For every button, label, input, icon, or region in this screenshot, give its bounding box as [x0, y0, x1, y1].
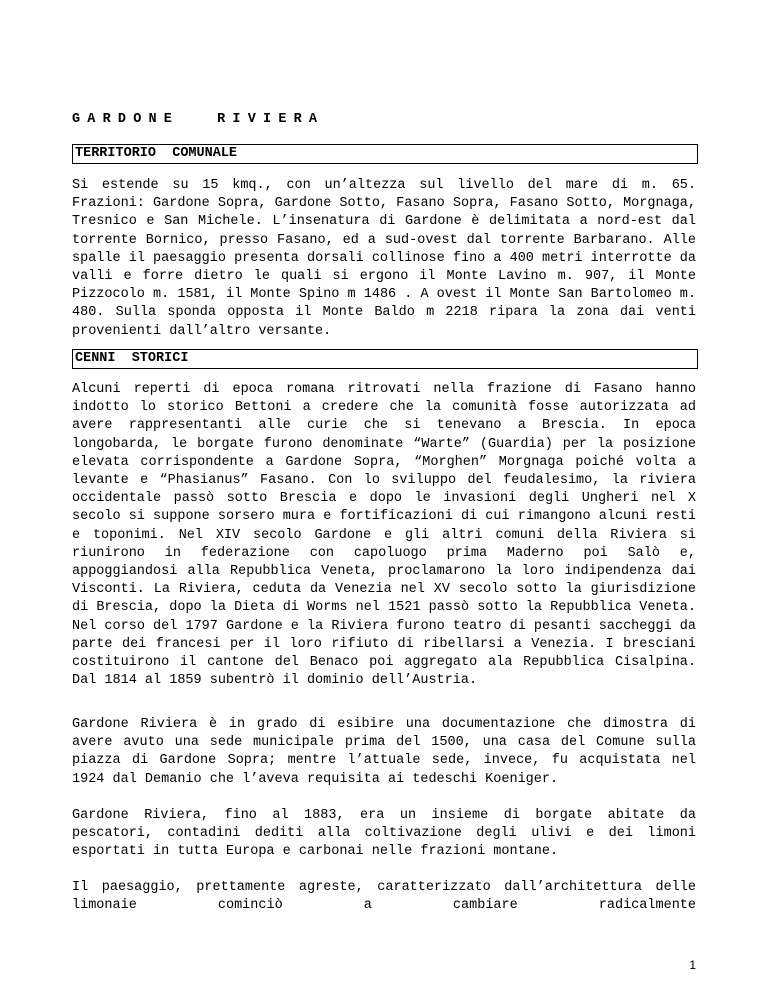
paragraph-storia-1: Alcuni reperti di epoca romana ritrovati nella frazione di Fasano hanno indotto lo storico Bettoni a credere che la comunità fosse autorizzata ad avere rappresentanti alle curie che si tenevano a Brescia. In epoca longobarda, le borgate furono denominate “Warte” (Guardia) per la posizione elevata corrispondente a Gardone Sopra, “Morghen” Morgnaga poiché volta a levante e “Phasianus” Fasano. Con lo sviluppo del feudalesimo, la riviera occidentale passò sotto Brescia e dopo le invasioni degli Ungheri nel X secolo si suppone sorsero mura e fortificazioni di cui rimangono alcuni resti e toponimi. Nel XIV secolo Gardone e gli altri comuni della Riviera si riunirono in federazione con capoluogo prima Maderno poi Salò e, appoggiandosi alla Repubblica Veneta, proclamarono la loro indipendenza dai Visconti. La Riviera, ceduta da Venezia nel XV secolo sotto la giurisdizione di Brescia, dopo la Dieta di Worms nel 1521 passò sotto la Repubblica Veneta. Nel corso del 1797 Gardone e la Riviera furono teatro di pesanti saccheggi da parte dei francesi per il loro rifiuto di ribellarsi a Venezia. I bresciani costituirono il cantone del Benaco poi aggregato ala Repubblica Cisalpina. Dal 1814 al 1859 subentrò il dominio dell’Austria. — [72, 382, 696, 689]
page-number: 1 — [689, 958, 696, 972]
paragraph-storia-3: Gardone Riviera, fino al 1883, era un insieme di borgate abitate da pescatori, contadini dediti alla coltivazione degli ulivi e dei limoni esportati in tutta Europa e carbonai nelle frazioni montane. — [72, 808, 696, 860]
section-heading-cenni-storici: CENNI STORICI — [72, 349, 698, 369]
paragraph-storia-2: Gardone Riviera è in grado di esibire una documentazione che dimostra di avere avuto una sede municipale prima del 1500, una casa del Comune sulla piazza di Gardone Sopra; mentre l’attuale sede, invece, fu acquistata nel 1924 dal Demanio che l’aveva requisita ai tedeschi Koeniger. — [72, 717, 696, 787]
document-title — [72, 112, 324, 127]
section-heading-territorio: TERRITORIO COMUNALE — [72, 144, 698, 164]
title-word-gardone: GARDONE — [72, 112, 180, 127]
title-word-riviera: RIVIERA — [217, 112, 325, 127]
paragraph-storia-4: Il paesaggio, prettamente agreste, caratterizzato dall’architettura delle limonaie cominciò a cambiare radicalmente — [72, 880, 696, 914]
paragraph-territorio: Si estende su 15 kmq., con un’altezza sul livello del mare di m. 65. Frazioni: Gardone Sopra, Gardone Sotto, Fasano Sopra, Fasano Sotto, Morgnaga, Tresnico e San Michele. L’insenatura di Gardone è delimitata a nord-est dal torrente Bornico, presso Fasano, ed a sud-ovest dal torrente Barbarano. Alle spalle il paesaggio presenta dorsali collinose fino a 400 metri interrotte da valli e forre dietro le quali si ergono il Monte Lavino m. 907, il Monte Pizzocolo m. 1581, il Monte Spino m 1486 . A ovest il Monte San Bartolomeo m. 480. Sulla sponda opposta il Monte Baldo m 2218 ripara la zona dai venti provenienti dall’altro versante. — [72, 178, 696, 339]
